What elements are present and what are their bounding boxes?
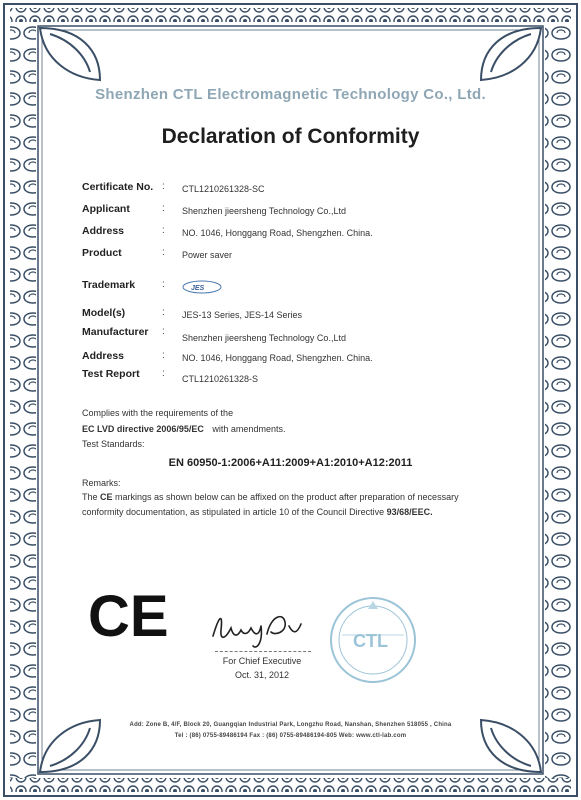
field-colon: : — [162, 326, 165, 337]
field-value: CTL1210261328-SC — [182, 184, 265, 194]
company-seal — [328, 595, 418, 690]
field-colon: : — [162, 368, 165, 379]
complies-text: Complies with the requirements of the — [82, 408, 234, 418]
for-chief-executive: For Chief Executive — [222, 656, 302, 666]
remarks-line-1-bold: CE — [100, 492, 113, 502]
field-value: Shenzhen jieersheng Technology Co.,Ltd — [182, 333, 346, 343]
field-colon: : — [162, 307, 165, 318]
page-title: Declaration of Conformity — [161, 125, 420, 148]
field-applicant — [82, 203, 502, 221]
field-colon: : — [162, 279, 165, 290]
field-label: Trademark — [82, 279, 136, 291]
issue-date: Oct. 31, 2012 — [234, 670, 290, 680]
remarks-label: Remarks: — [82, 478, 121, 488]
field-label: Address — [82, 225, 125, 237]
field-label: Applicant — [82, 203, 130, 215]
field-colon: : — [162, 225, 165, 236]
remarks-line-2-bold: 93/68/EEC. — [386, 507, 433, 517]
remarks-line-1 — [82, 492, 459, 502]
standard-text: EN 60950-1:2006+A11:2009+A1:2010+A12:2011 — [168, 457, 413, 469]
directive-line — [82, 424, 285, 434]
field-label: Certificate No. — [82, 181, 154, 193]
field-label: Product — [82, 247, 122, 259]
field-colon: : — [162, 247, 165, 258]
field-test-report — [82, 368, 502, 386]
trademark-logo — [182, 280, 222, 299]
remarks-line-1-pre: The — [82, 492, 101, 502]
field-colon: : — [162, 350, 165, 361]
footer-address: Add: Zone B, 4/F, Block 20, Guangqian Industrial Park, Longzhu Road, Nanshan, Shenzhen 518055 , China — [129, 722, 452, 728]
field-value: Power saver — [182, 250, 233, 260]
ce-mark — [88, 584, 169, 649]
ce-mark-text: CE — [88, 584, 169, 649]
field-product — [82, 247, 502, 265]
remarks-line-2-pre: conformity documentation, as stipulated in article 10 of the Council Directive — [82, 507, 387, 517]
field-value: CTL1210261328-S — [182, 374, 259, 384]
remarks-line-2 — [82, 507, 433, 517]
field-certificate-no — [82, 181, 502, 199]
field-trademark — [82, 279, 502, 297]
field-label: Model(s) — [82, 307, 126, 319]
field-value: NO. 1046, Honggang Road, Shengzhen. China. — [182, 228, 373, 238]
test-standards-label: Test Standards: — [82, 439, 145, 449]
field-value: NO. 1046, Honggang Road, Shengzhen. China. — [182, 353, 373, 363]
field-label: Test Report — [82, 368, 140, 380]
field-label: Address — [82, 350, 125, 362]
signature-line — [215, 651, 311, 652]
footer-contact: Tel : (86) 0755-89486194 Fax : (86) 0755-89486194-805 Web: www.ctl-lab.com — [174, 733, 407, 739]
field-models — [82, 307, 502, 325]
remarks-line-1-post: markings as shown below can be affixed on the product after preparation of necessary — [112, 492, 459, 502]
seal-text: CTL — [353, 631, 388, 651]
trademark-logo-text: JES — [191, 285, 205, 292]
field-label: Manufacturer — [82, 326, 149, 338]
directive-bold: EC LVD directive 2006/95/EC — [82, 424, 204, 434]
field-manufacturer — [82, 326, 502, 344]
company-name: Shenzhen CTL Electromagnetic Technology Co., Ltd. — [95, 86, 486, 103]
directive-rest: with amendments. — [212, 424, 286, 434]
signature — [205, 606, 315, 657]
field-manufacturer-address — [82, 350, 502, 368]
field-colon: : — [162, 203, 165, 214]
field-value: Shenzhen jieersheng Technology Co.,Ltd — [182, 206, 346, 216]
field-value: JES-13 Series, JES-14 Series — [182, 310, 303, 320]
field-address — [82, 225, 502, 243]
field-colon: : — [162, 181, 165, 192]
